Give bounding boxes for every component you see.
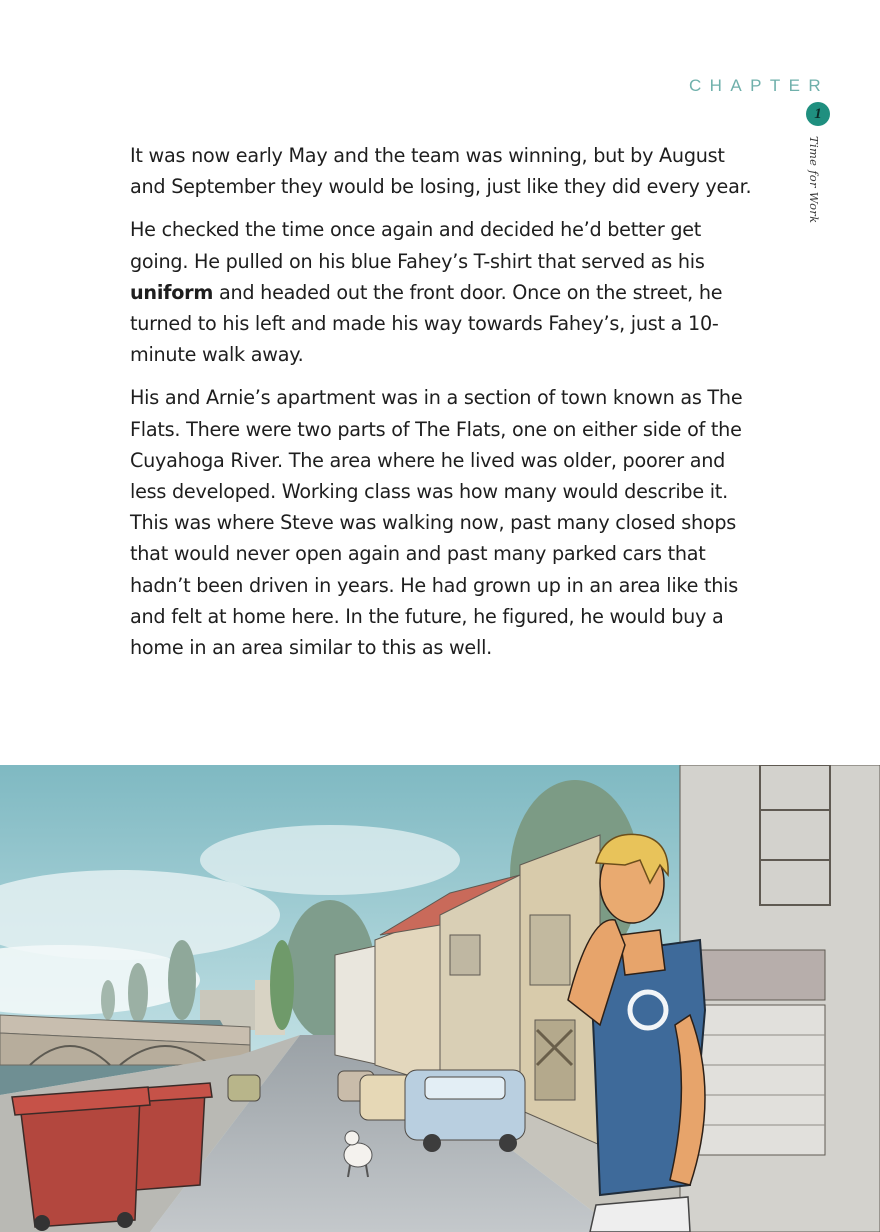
chapter-number-badge: 1 (806, 102, 830, 126)
cloud (200, 825, 460, 895)
paragraph-2-start: He checked the time once again and decided he’d better get going. He pulled on his blue Fahey’s T-shirt that served as his (130, 218, 705, 273)
paragraph-1: It was now early May and the team was winning, but by August and September they would be losing, just like they did every year. (130, 144, 752, 199)
glossary-term-uniform: uniform (130, 280, 214, 304)
paragraph-2-end: and headed out the front door. Once on the street, he turned to his left and made his way towards Fahey’s, just a 10-minute walk away. (130, 280, 723, 367)
body-text (130, 140, 755, 675)
paragraph-2 (130, 214, 755, 370)
street-illustration (0, 765, 880, 1232)
street-scene-drawing (0, 765, 880, 1232)
paragraph-3: His and Arnie’s apartment was in a section of town known as The Flats. There were two parts of The Flats, one on either side of the Cuyahoga River. The area where he lived was older, poorer and less developed. Working class was how many would describe it. This was where Steve was walking now, past many closed shops that would never open again and past many parked cars that hadn’t been driven in years. He had grown up in an area like this and felt at home here. In the future, he figured, he would buy a home in an area similar to this as well. (130, 386, 743, 660)
running-title: Time for Work (807, 136, 821, 224)
chapter-label: CHAPTER (689, 76, 830, 95)
corner-building (680, 765, 880, 1232)
